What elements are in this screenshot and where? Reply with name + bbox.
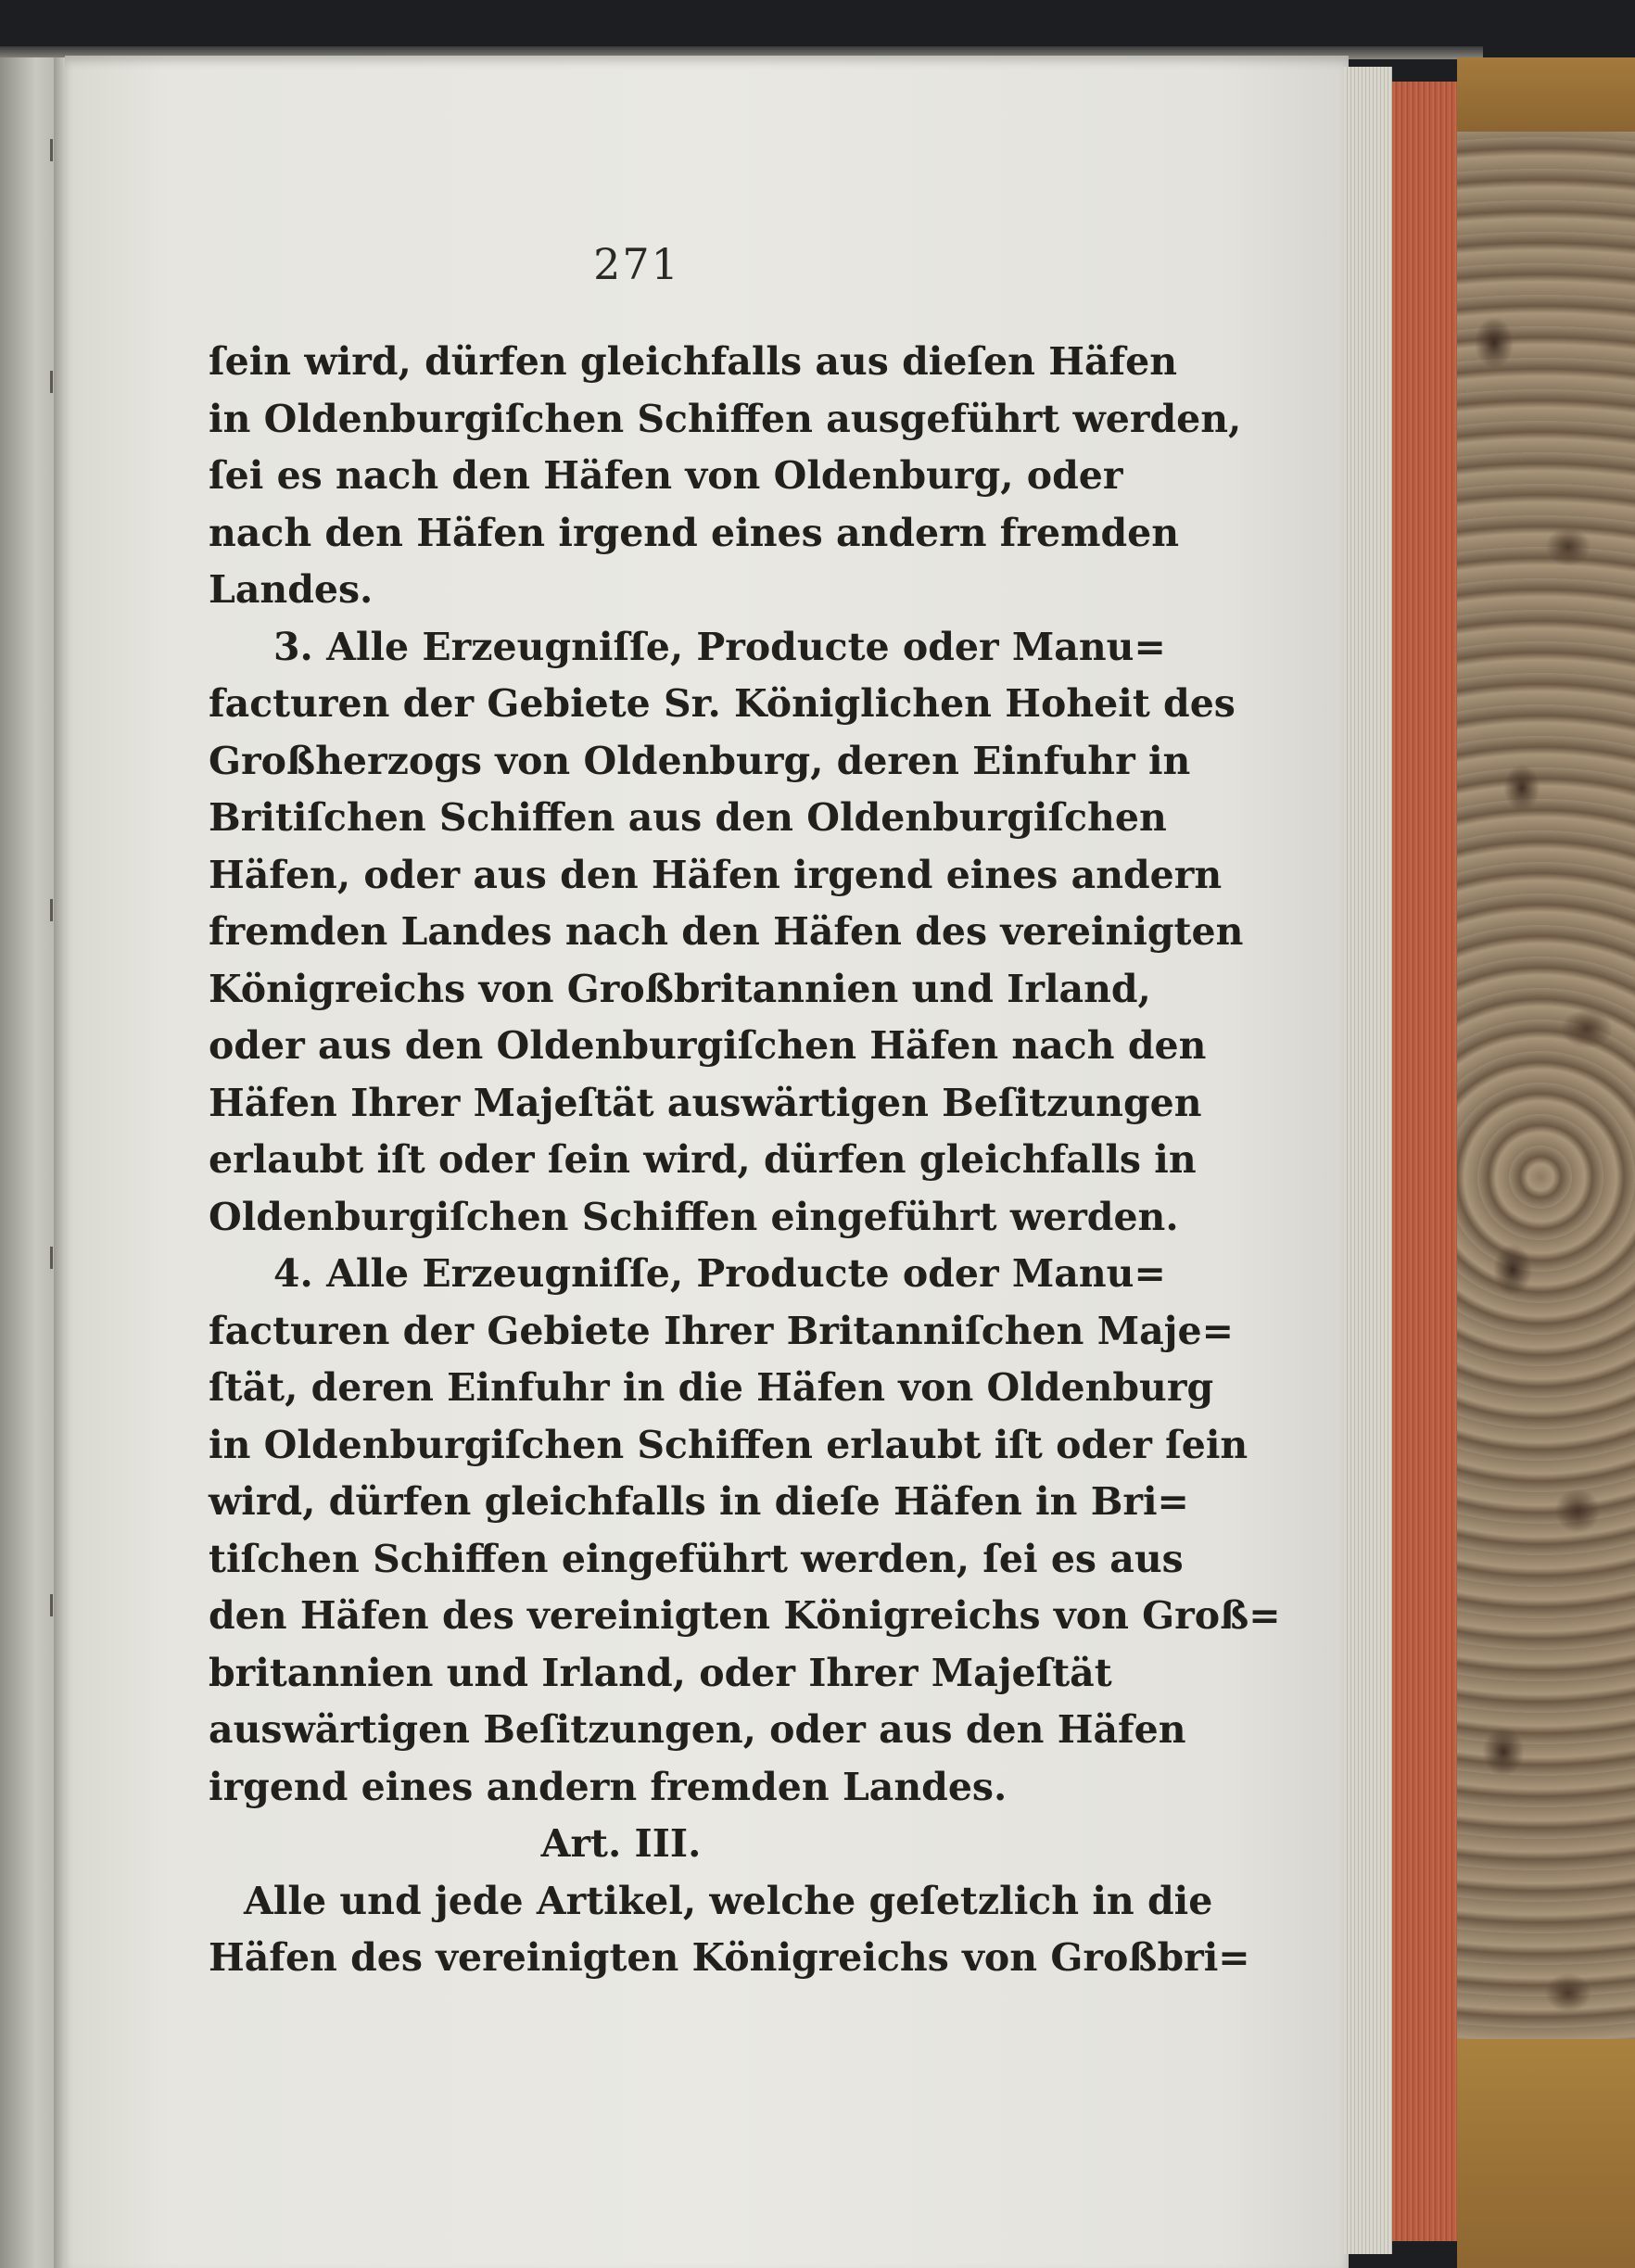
binding-stitch [50,371,62,393]
text-line: ſtät, deren Einfuhr in die Häfen von Oldenburg [209,1365,1214,1410]
text-line: oder aus den Oldenburgiſchen Häfen nach den [209,1023,1207,1068]
text-line: Häfen, oder aus den Häfen irgend eines andern [209,852,1223,897]
text-line: irgend eines andern fremden Landes. [209,1764,1008,1809]
text-line: ſein wird, dürfen gleichfalls aus dieſen Häfen [209,339,1178,384]
text-line: den Häfen des vereinigten Königreichs von Groß= [209,1593,1281,1638]
text-line: wird, dürfen gleichfalls in dieſe Häfen in Bri= [209,1479,1189,1524]
article-3-start: Alle und jede Artikel, welche geſetzlich in die [244,1878,1213,1923]
text-line: tiſchen Schiffen eingeführt werden, ſei es aus [209,1536,1184,1581]
binding-stitch [50,139,62,161]
text-line: britannien und Irland, oder Ihrer Majeſtät [209,1650,1112,1695]
paragraph-4-start: 4. Alle Erzeugniſſe, Producte oder Manu= [273,1251,1166,1296]
text-line: auswärtigen Beſitzungen, oder aus den Häfen [209,1707,1186,1752]
binding-stitch [50,899,62,921]
text-line: Oldenburgiſchen Schiffen eingeführt werden. [209,1194,1179,1239]
text-line: Großherzogs von Oldenburg, deren Einfuhr in [209,738,1191,783]
binding-stitch [50,1594,62,1616]
leather-corner-bottom [1457,2039,1635,2268]
text-line: facturen der Gebiete Sr. Königlichen Hoheit des [209,681,1236,726]
text-line: Britiſchen Schiffen aus den Oldenburgiſchen [209,795,1167,840]
page-block-edges [1344,67,1392,2254]
text-line: fremden Landes nach den Häfen des vereinigten [209,909,1244,954]
text-line: Königreichs von Großbritannien und Irland, [209,966,1151,1011]
text-line: Landes. [209,567,374,612]
text-line: in Oldenburgiſchen Schiffen ausgeführt werden, [209,396,1242,441]
marbled-cover [1457,65,1635,2268]
text-line: in Oldenburgiſchen Schiffen erlaubt iſt oder ſein [209,1422,1248,1467]
red-page-edge [1392,82,1457,2241]
leather-corner-top [1457,57,1635,132]
text-line: ſei es nach den Häfen von Oldenburg, oder [209,453,1123,498]
page-number: 271 [593,239,680,289]
text-line: erlaubt iſt oder ſein wird, dürfen gleichfalls in [209,1137,1197,1182]
text-line: facturen der Gebiete Ihrer Britanniſchen Maje= [209,1308,1234,1353]
page-body-text [209,334,1281,1987]
text-line: Häfen Ihrer Majeſtät auswärtigen Beſitzungen [209,1080,1202,1125]
text-line: nach den Häfen irgend eines andern fremden [209,510,1180,555]
binding-stitch [50,1247,62,1269]
paragraph-3-start: 3. Alle Erzeugniſſe, Producte oder Manu= [273,624,1166,669]
text-line: Häfen des vereinigten Königreichs von Großbri= [209,1935,1250,1980]
article-heading: Art. III. [540,1821,702,1866]
